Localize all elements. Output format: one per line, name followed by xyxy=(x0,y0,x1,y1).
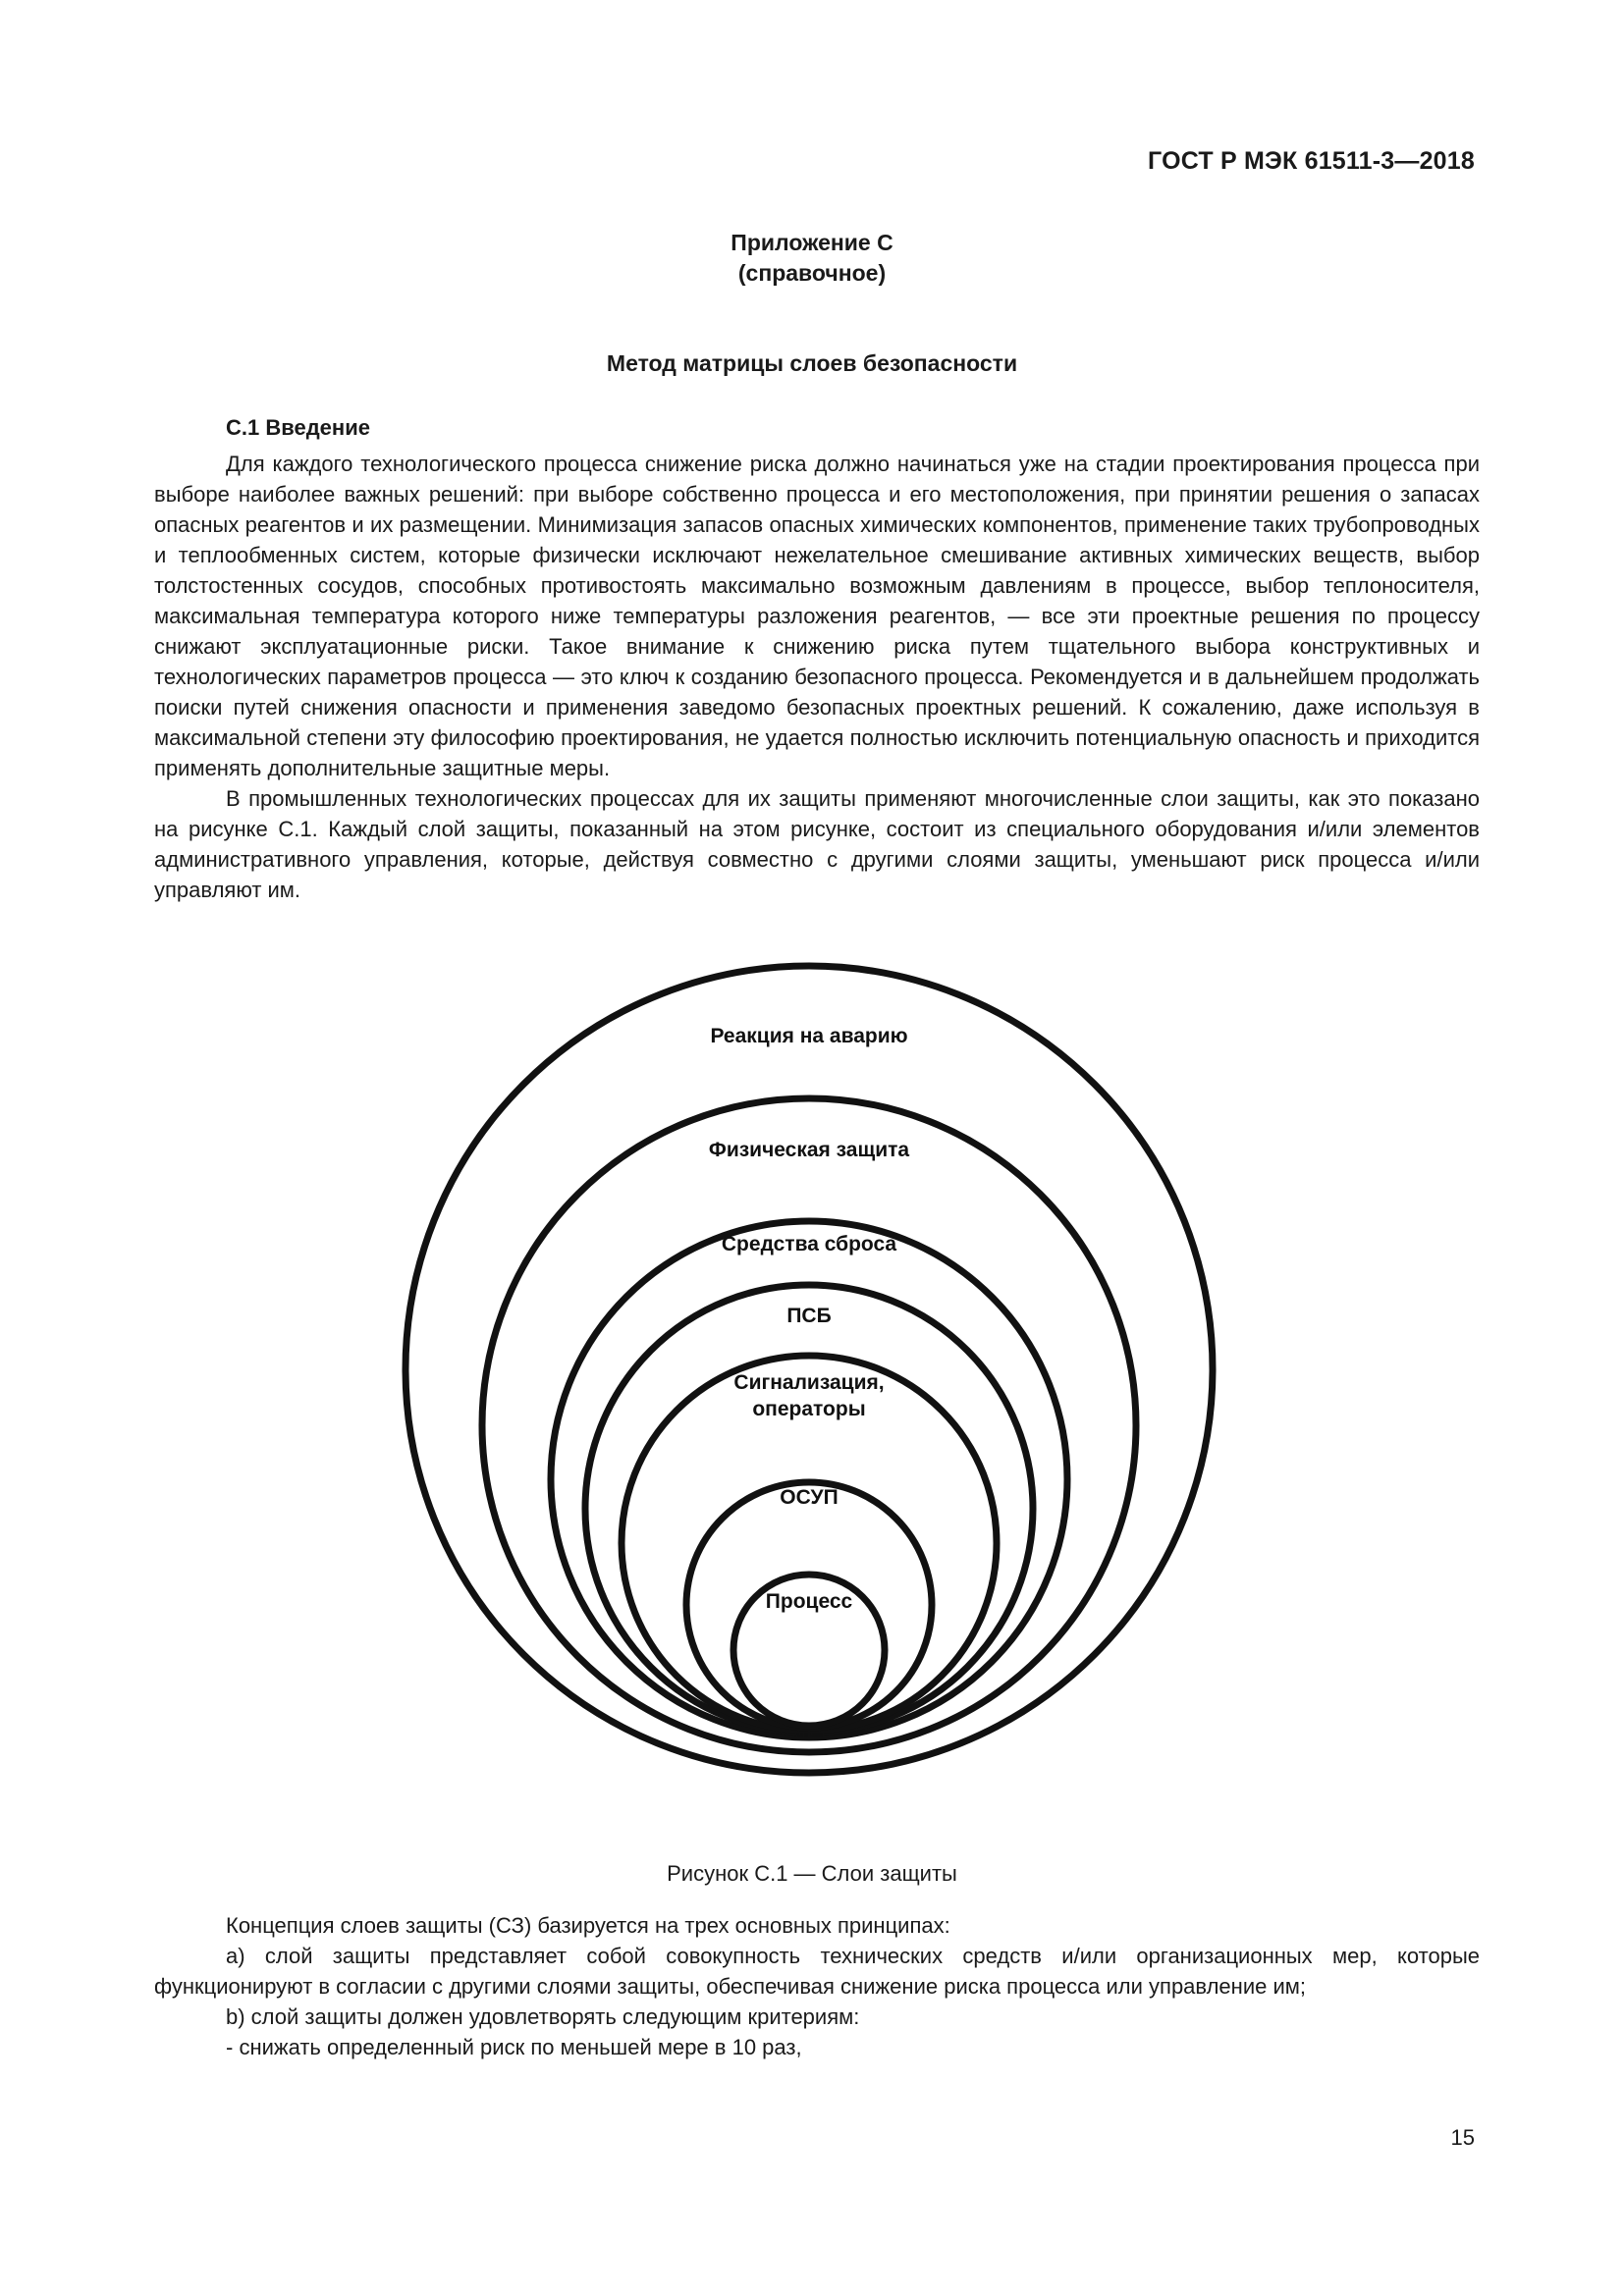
circle-sis xyxy=(585,1285,1033,1733)
paragraph: Для каждого технологического процесса снижение риска должно начинаться уже на стадии проектирования процесса при выборе наиболее важных решений: при выборе собственно процесса и его местоположения, при принятии решения о запасах опасных реагентов и их размещении. Минимизация запасов опасных химических компонентов, применение таких трубопроводных и теплообменных систем, которые физически исключают нежелательное смешивание активных химических веществ, выбор толстостенных сосудов, способных противостоять максимально возможным давлениям в процессе, выбор теплоносителя, максимальная температура которого ниже температуры разложения реагентов, — все эти проектные решения по процессу снижают эксплуатационные риски. Такое внимание к снижению риска путем тщательного выбора конструктивных и технологических параметров процесса — это ключ к созданию безопасного процесса. Рекомендуется и в дальнейшем продолжать поиски путей снижения опасности и применения заведомо безопасных проектных решений. К сожалению, даже используя в максимальной степени эту философию проектирования, не удается полностью исключить потенциальную опасность и приходится применять дополнительные защитные меры. xyxy=(154,452,1480,780)
layers-of-protection-figure xyxy=(397,957,1221,1782)
page-number: 15 xyxy=(1450,2125,1475,2150)
section-heading: С.1 Введение xyxy=(226,415,370,440)
layer-label: Средства сброса xyxy=(721,1233,897,1255)
bullet-item: - снижать определенный риск по меньшей мере в 10 раз, xyxy=(226,2035,802,2059)
list-item-a: a) слой защиты представляет собой совокупность технических средств и/или организационных мер, которые функционируют в согласии с другими слоями защиты, обеспечивая снижение риска процесса или управление им; xyxy=(154,1944,1480,1999)
paragraph: В промышленных технологических процессах для их защиты применяют многочисленные слои защиты, как это показано на рисунке С.1. Каждый слой защиты, показанный на этом рисунке, состоит из специального оборудования и/или элементов административного управления, которые, действуя совместно с другими слоями защиты, уменьшают риск процесса и/или управляют им. xyxy=(154,786,1480,902)
layer-label: операторы xyxy=(752,1398,866,1420)
list-item-b: b) слой защиты должен удовлетворять следующим критериям: xyxy=(226,2004,860,2029)
layer-label: Физическая защита xyxy=(708,1139,910,1161)
document-id: ГОСТ Р МЭК 61511-3—2018 xyxy=(1148,147,1475,175)
figure-caption: Рисунок С.1 — Слои защиты xyxy=(667,1861,957,1886)
appendix-title: Приложение С xyxy=(731,230,893,255)
concept-intro: Концепция слоев защиты (СЗ) базируется на трех основных принципах: xyxy=(226,1913,950,1938)
layer-label: Сигнализация, xyxy=(733,1371,885,1394)
intro-text xyxy=(154,449,1480,905)
layer-label: Процесс xyxy=(765,1590,853,1613)
concentric-circles-diagram xyxy=(397,957,1221,1782)
layer-label: ПСБ xyxy=(786,1305,832,1327)
layer-label: Реакция на аварию xyxy=(710,1025,908,1047)
circle-physical-protection xyxy=(482,1098,1136,1752)
layer-label: ОСУП xyxy=(780,1486,839,1509)
appendix-subtitle: (справочное) xyxy=(737,260,887,286)
circle-emergency-response xyxy=(406,966,1213,1773)
appendix-heading xyxy=(0,228,1624,289)
method-title: Метод матрицы слоев безопасности xyxy=(606,350,1018,376)
concept-text xyxy=(154,1910,1480,2062)
